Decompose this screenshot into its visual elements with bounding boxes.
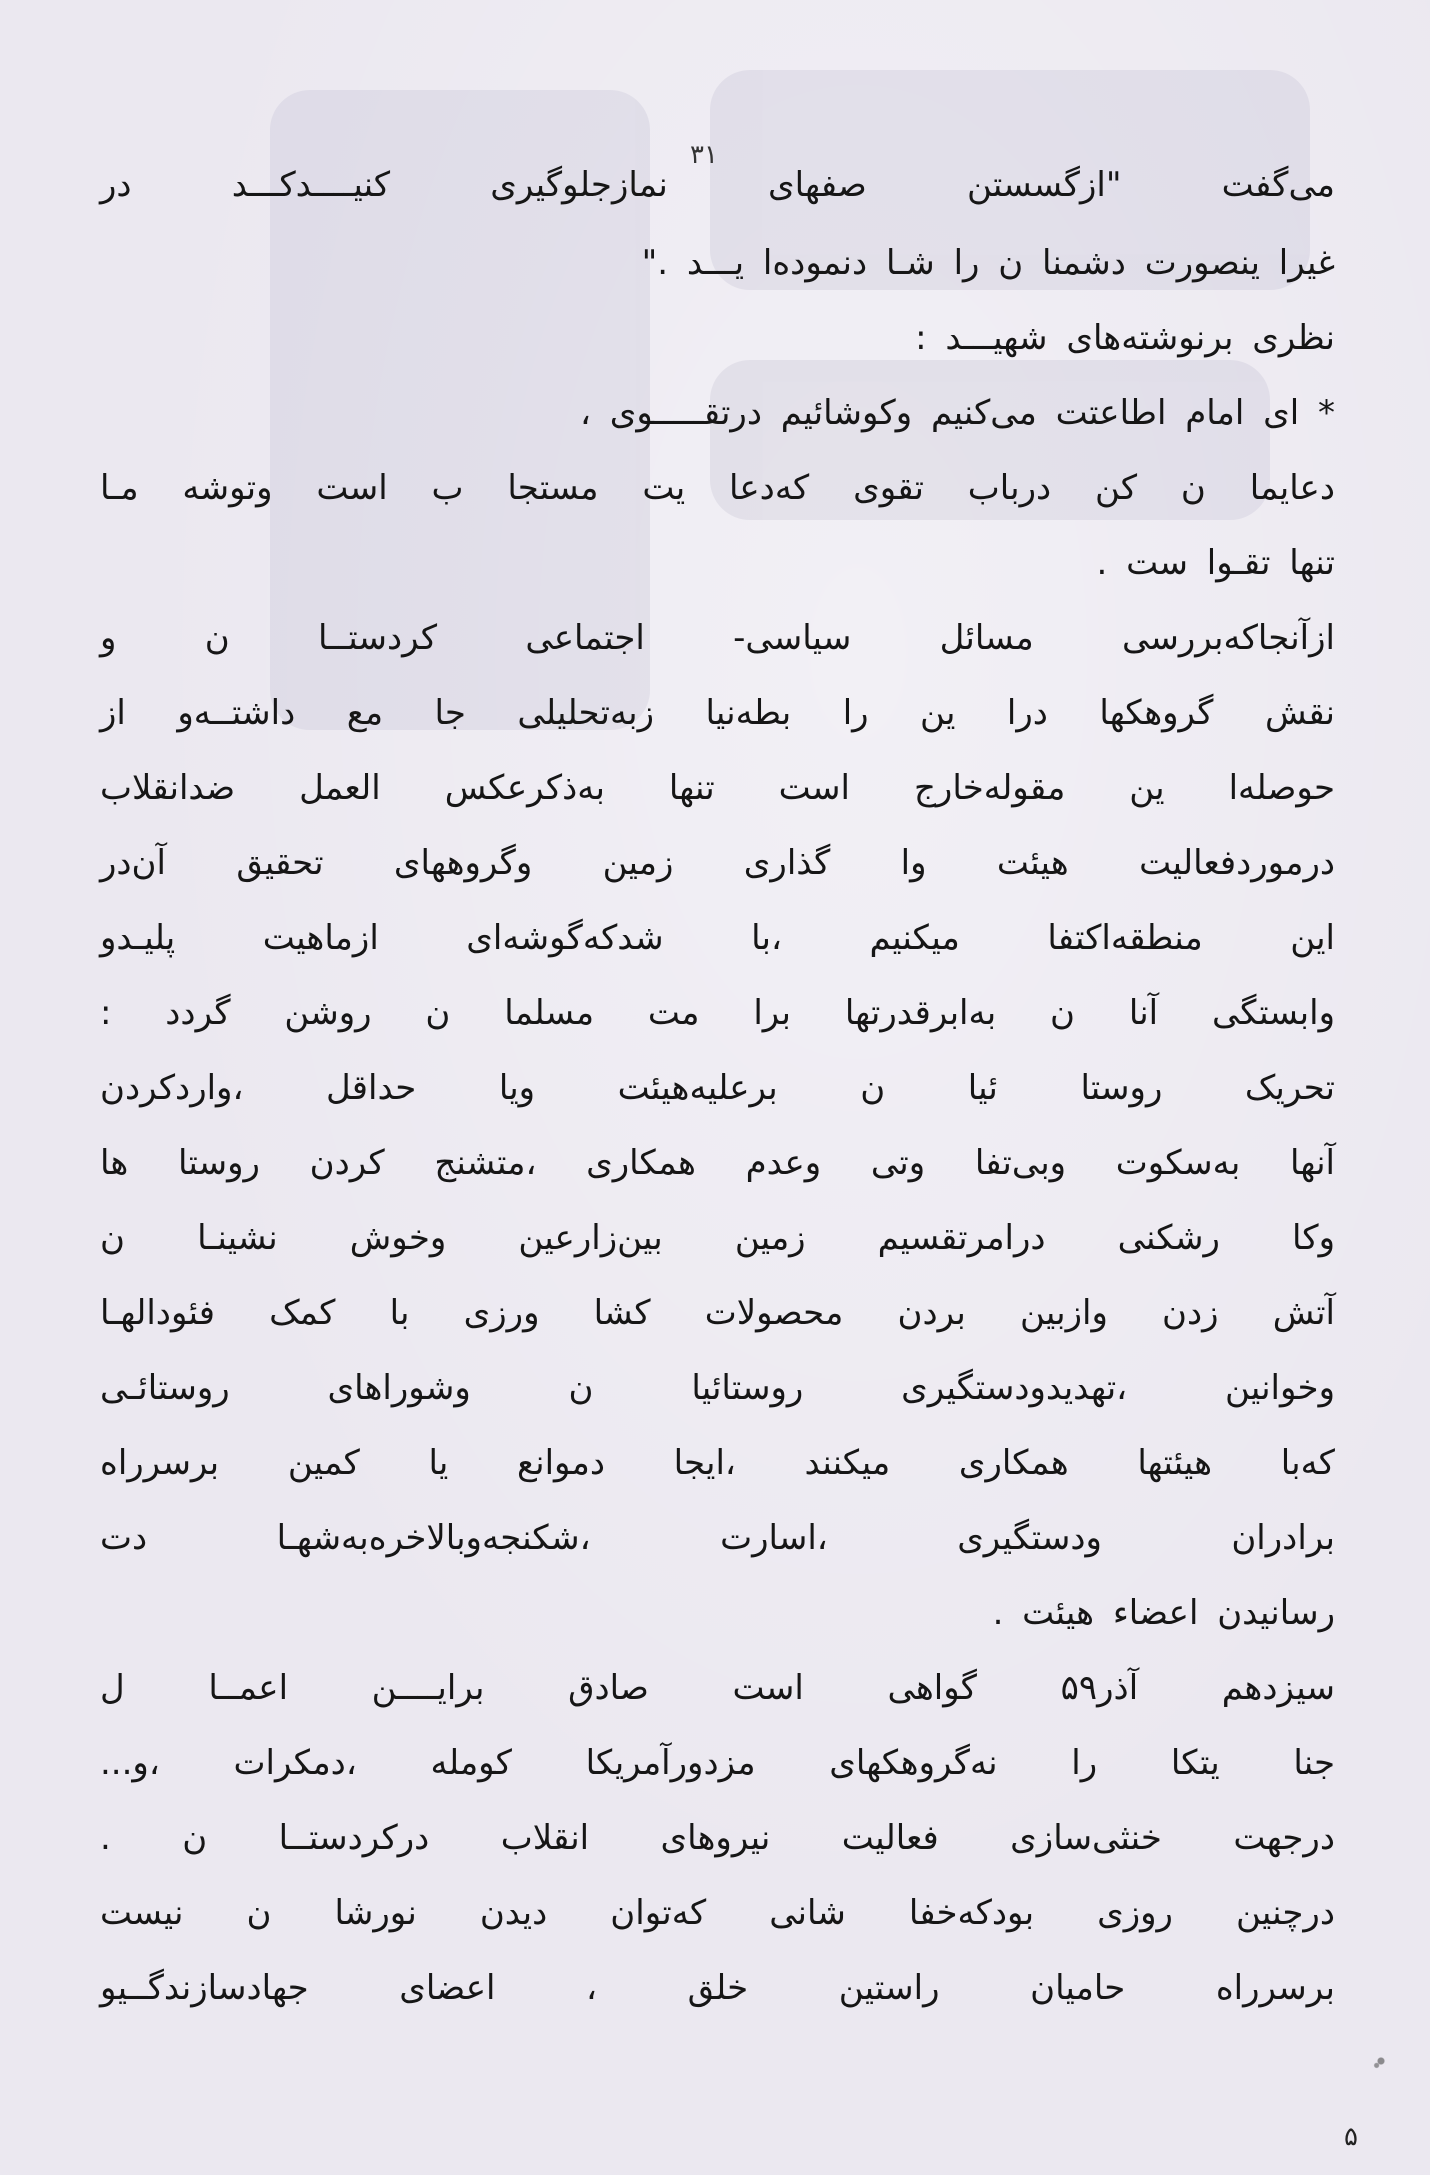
text-line: سیزدهم آذر۵۹ گواهی است صادق برایــــن اعمــا ل (100, 1668, 1335, 1708)
text-line: می‌گفت "ازگسستن صفهای نمازجلوگیری کنیــــدکـــد در (100, 165, 1335, 205)
text-line: این منطقه‌اکتفا میکنیم ،با شدکه‌گوشه‌ای ازماهیت پلیـدو (100, 918, 1335, 958)
ink-speck (1370, 2050, 1392, 2072)
text-line: * ای امام اطاعتت می‌کنیم وکوشائیم درتقـــــوی ، (579, 393, 1335, 433)
text-line: برسرراه حامیان راستین خلق ، اعضای جهادسازندگــیو (100, 1968, 1335, 2008)
header-mark: ۳۱ (690, 140, 718, 170)
text-line: نظری برنوشته‌های شهیـــد : (915, 318, 1335, 358)
text-line: وابستگی آنا ن به‌ابرقدرتها برا مت مسلما ن روشن گردد : (100, 993, 1335, 1033)
text-line: درموردفعالیت هیئت وا گذاری زمین وگروههای تحقیق آن‌در (100, 843, 1335, 883)
text-line: وخوانین ،تهدیدودستگیری روستائیا ن وشوراهای روستائـی (100, 1368, 1335, 1408)
text-line: برادران ودستگیری ،اسارت ،شکنجه‌وبالاخره‌به‌شهـا دت (100, 1518, 1335, 1558)
text-line: غیرا ینصورت دشمنا ن را شـا دنموده‌ا یـــد ." (641, 243, 1335, 283)
text-line: دعایما ن کن درباب تقوی که‌دعا یت مستجا ب است وتوشه مـا (100, 468, 1335, 508)
text-line: حوصله‌ا ین مقوله‌خارج است تنها به‌ذکرعکس العمل ضدانقلاب (100, 768, 1335, 808)
page-number: ۵ (1344, 2122, 1358, 2152)
text-line: رسانیدن اعضاء هیئت . (992, 1593, 1335, 1633)
text-line: ازآنجاکه‌بررسی مسائل سیاسی- اجتماعی کردستــا ن و (100, 618, 1335, 658)
text-line: که‌با هیئتها همکاری میکنند ،ایجا دموانع یا کمین برسرراه (100, 1443, 1335, 1483)
text-line: درچنین روزی بودکه‌خفا شانی که‌توان دیدن نورشا ن نیست (100, 1893, 1335, 1933)
text-line: آنها به‌سکوت وبی‌تفا وتی وعدم همکاری ،متشنج کردن روستا ها (100, 1143, 1335, 1183)
text-line: تحریک روستا ئیا ن برعلیه‌هیئت ویا حداقل ،واردکردن (100, 1068, 1335, 1108)
text-line: آتش زدن وازبین بردن محصولات کشا ورزی با کمک فئودالهـا (100, 1293, 1335, 1333)
text-line: درجهت خنثی‌سازی فعالیت نیروهای انقلاب درکردستــا ن . (100, 1818, 1335, 1858)
text-line: نقش گروهکها درا ین را بطه‌نیا زبه‌تحلیلی جا مع داشتــه‌و از (100, 693, 1335, 733)
text-line: وکا رشکنی درامرتقسیم زمین بین‌زارعین وخوش نشینـا ن (100, 1218, 1335, 1258)
text-line: جنا یتکا را نه‌گروهکهای مزدورآمریکا کومله ،دمکرات ،و... (100, 1743, 1335, 1783)
text-line: تنها تقـوا ست . (1096, 543, 1335, 583)
